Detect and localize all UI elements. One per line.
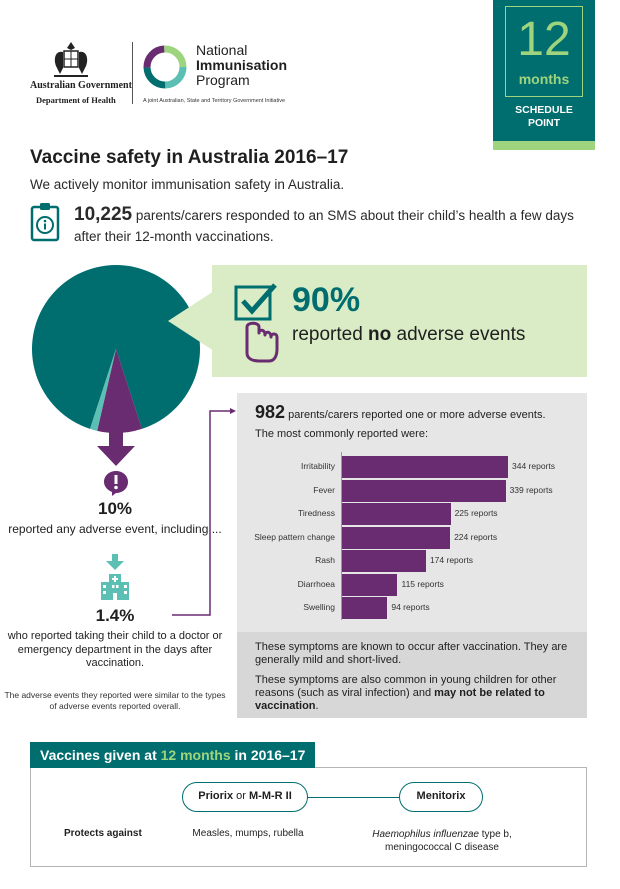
bar — [342, 527, 450, 549]
bar-value-label: 94 reports — [391, 602, 430, 612]
connector-bracket — [170, 408, 236, 618]
bar — [342, 456, 508, 478]
bar-value-label: 224 reports — [454, 531, 498, 542]
schedule-point-badge — [493, 0, 595, 150]
department-name: Department of Health — [36, 95, 116, 105]
government-name: Australian Government — [30, 80, 132, 91]
bar-row — [250, 597, 580, 619]
page-title: Vaccine safety in Australia 2016–17 — [30, 147, 349, 168]
bar — [342, 597, 387, 619]
bar-label: Swelling — [303, 602, 335, 612]
bar-row — [250, 480, 580, 502]
bar-row — [250, 574, 580, 596]
adverse-events-subheading: The most commonly reported were: — [255, 428, 429, 440]
bar-label: Fever — [313, 484, 335, 495]
vaccines-connector — [300, 797, 408, 798]
symptoms-note-1: These symptoms are known to occur after vaccination. They are generally mild and short-lived. — [255, 641, 568, 666]
doctor-visit-text: who reported taking their child to a doctor or emergency department in the days after vaccination. — [7, 630, 223, 669]
bar — [342, 503, 451, 525]
doctor-visit-percent: 1.4% — [95, 606, 135, 625]
badge-number: 12 — [517, 13, 571, 66]
adverse-events-bar-chart — [250, 452, 580, 622]
no-adverse-percent: 90% — [292, 281, 361, 319]
badge-label: SCHEDULE POINT — [515, 104, 573, 129]
bar-row — [250, 503, 580, 525]
checkbox-tick-icon — [233, 281, 283, 363]
bar — [342, 550, 426, 572]
bar-value-label: 339 reports — [509, 484, 553, 495]
header-divider — [132, 42, 133, 104]
arrow-down-icon — [97, 432, 135, 466]
bar-label: Diarrhoea — [297, 578, 335, 589]
vaccine-priorix-pill: Priorix or M-M-R II — [182, 782, 308, 812]
no-adverse-text: reported no adverse events — [292, 324, 526, 345]
bar-value-label: 225 reports — [454, 508, 498, 518]
any-adverse-percent: 10% — [97, 499, 133, 518]
bar-row — [250, 550, 580, 572]
bar-label: Sleep pattern change — [254, 531, 335, 542]
vaccines-title: Vaccines given at 12 months in 2016–17 — [30, 742, 315, 768]
small-arrow-down-icon — [106, 554, 124, 570]
adverse-events-heading: 982 parents/carers reported one or more adverse events. — [255, 402, 546, 422]
alert-icon — [102, 469, 130, 497]
program-subtitle: A joint Australian, State and Territory Government Initiative — [143, 98, 286, 104]
vaccine-menitorix-pill: Menitorix — [399, 782, 483, 812]
bar-label: Irritability — [300, 461, 335, 471]
bar-row — [250, 456, 580, 478]
bar-label: Tiredness — [297, 508, 335, 518]
protects-against-label: Protects against — [64, 828, 142, 839]
clipboard-info-icon — [30, 202, 60, 242]
bar — [342, 480, 506, 502]
protects-against-mmr: Measles, mumps, rubella — [192, 828, 304, 839]
responders-summary: 10,225 parents/carers responded to an SMS about their child’s health a few days after their 12-month vaccinations. — [74, 204, 574, 244]
bar-value-label: 174 reports — [429, 555, 473, 565]
any-adverse-text: reported any adverse event, including ... — [8, 522, 222, 536]
symptoms-note-2: These symptoms are also common in young children for other reasons (such as viral infection) and may not be related to vaccination. — [255, 674, 557, 712]
page-subtitle: We actively monitor immunisation safety in Australia. — [30, 177, 345, 192]
doctor-visit-note: The adverse events they reported were similar to the types of adverse events reported overall. — [4, 690, 226, 711]
responders-count: 10,225 — [74, 204, 133, 225]
protects-against-hib-menc: Haemophilus influenzae type b, meningococcal C disease — [372, 829, 512, 853]
bar-label: Rash — [315, 555, 335, 565]
bar-row — [250, 527, 580, 549]
immunisation-program-logo-icon — [142, 44, 188, 90]
adverse-events-count: 982 — [255, 402, 286, 422]
bar — [342, 574, 397, 596]
bar-value-label: 344 reports — [512, 461, 555, 471]
coat-of-arms-icon — [48, 40, 94, 80]
hospital-icon — [100, 572, 130, 600]
program-name: National Immunisation Program — [196, 42, 288, 88]
badge-unit: months — [518, 71, 570, 87]
bar-value-label: 115 reports — [401, 578, 444, 589]
